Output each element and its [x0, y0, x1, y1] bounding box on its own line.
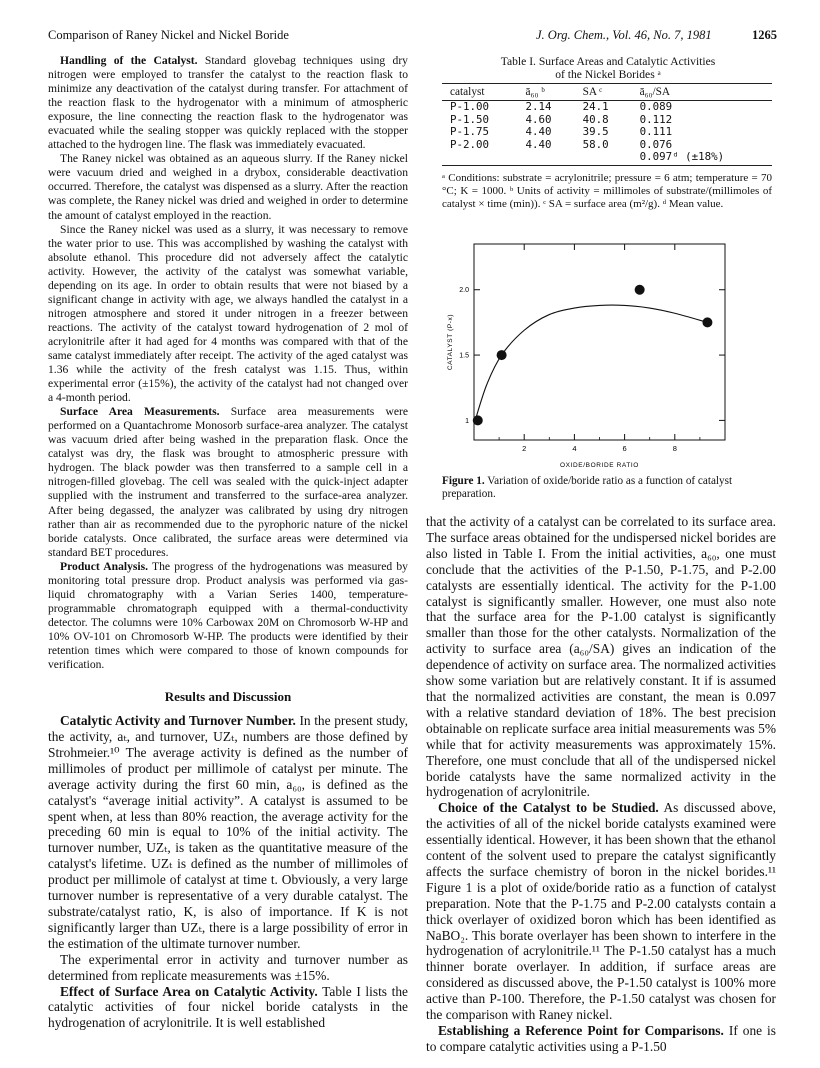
table-cell: 0.097ᵈ (±18%) — [632, 151, 772, 166]
table-header-cell: catalyst — [442, 84, 518, 101]
table-cell: 58.0 — [582, 137, 609, 151]
paragraph-washing: Since the Raney nickel was used as a slurry, it was necessary to remove the water prior to use. This was accomplished by washing the catalyst with absolute ethanol. This procedure did not adversely affect the catalytic activity. However, the activity of the catalyst was somewhat variable, depending on its age. In order to obtain results that were not biased by a significant change in activity with age, we always handled the catalyst in a nitrogen atmosphere and stored it under nitrogen in a freezer between reactions. The activity of the catalyst toward hydrogenation of 2 mol of acrylonitrile after it had aged for 4 months was compared with that of the same catalyst immediately after receipt. The activity of the aged catalyst was 1.36 while the activity of the fresh catalyst was 1.15. Thus, within experimental error (±15%), the activity of the catalyst had not changed over a 4-month period. — [48, 222, 408, 405]
table-cell: 39.5 — [582, 125, 609, 139]
right-column — [426, 514, 776, 1055]
subhead-activity-turnover: Catalytic Activity and Turnover Number. — [60, 713, 296, 729]
figure-caption — [442, 475, 772, 501]
x-tick-label: 8 — [672, 444, 677, 453]
table-cell: 4.40 — [525, 125, 552, 139]
paragraph-handling — [48, 54, 408, 152]
table-cell: 4.40 — [525, 137, 552, 151]
y-tick-label: 1 — [465, 417, 469, 425]
subhead-choice-catalyst: Choice of the Catalyst to be Studied. — [438, 800, 659, 816]
table-cell — [575, 151, 632, 166]
subhead-reference-point: Establishing a Reference Point for Comparisons. — [438, 1023, 724, 1038]
paragraph-text: Surface area measurements were performed on a Quantachrome Monosorb surface-area analyzer. The catalyst was vacuum dried after being washed in the preparation flask. Once the catalyst was dry, the flask was brought to atmospheric pressure with hydrogen. The black powder was then transferred to a sample cell in a nitrogen-filled glovebag. The cell was sealed with the quick-inject adapter supplied with the instrument and transferred to the surface-area analyzer. After being degassed, the analyzer was calibrated by using dry nitrogen rather than air as recommended due to the pyrophoric nature of the nickel boride catalysts. Once calibrated, the surface areas were determined via standard BET procedures. — [48, 405, 408, 559]
chart-fit-curve-group — [474, 305, 707, 424]
section-title: Results and Discussion — [164, 689, 292, 705]
table-header-cell: ā₆₀ ᵇ — [518, 84, 575, 101]
table-cell: P-1.00 — [450, 100, 490, 114]
paragraph-reference-point — [426, 1023, 776, 1055]
chart-x-axis-label: OXIDE/BORIDE RATIO — [560, 462, 639, 469]
table-cell — [518, 151, 575, 166]
table-cell — [442, 151, 518, 166]
figure-1-chart — [440, 240, 780, 470]
chart-y-axis-label: CATALYST (P-x) — [447, 313, 454, 371]
paragraph-raney-slurry: The Raney nickel was obtained as an aqueous slurry. If the Raney nickel were vacuum dried and weighed in a drybox, considerable deactivation occurred. Therefore, the catalyst was dispensed as a slurry. After the reaction was complete, the Raney nickel was dried and weighed in order to determine the amount of catalyst employed in the reaction. — [48, 152, 408, 222]
paragraph-activity-turnover — [48, 713, 408, 952]
table-footnote: ᵃ Conditions: substrate = acrylonitrile; pressure = 6 atm; temperature = 70 °C; K = 1000. ᵇ Units of activity = millimoles of substrate/(millimoles of catalyst × time (min)). ᶜ SA = surface area (m²/g). ᵈ Mean value. — [442, 172, 772, 211]
paragraph-product-analysis — [48, 560, 408, 672]
paragraph-choice-catalyst — [426, 800, 776, 1023]
subhead-effect-surface-area: Effect of Surface Area on Catalytic Activity. — [60, 983, 318, 999]
x-tick-label: 6 — [622, 444, 627, 453]
figure-caption-text: Variation of oxide/boride ratio as a function of catalyst preparation. — [442, 475, 733, 500]
table-cell: 4.60 — [525, 112, 552, 126]
journal-citation: J. Org. Chem., Vol. 46, No. 7, 1981 — [536, 28, 712, 42]
table-title-line: of the Nickel Borides ᵃ — [555, 68, 661, 81]
table-cell: 0.076 — [639, 137, 673, 151]
subhead-handling: Handling of the Catalyst. — [60, 54, 198, 67]
table-header-cell: SA ᶜ — [575, 84, 632, 101]
data-point — [473, 415, 483, 425]
table-cell: 0.111 — [639, 125, 673, 139]
table-row-mean — [442, 151, 772, 166]
table-cell: 0.089 — [639, 100, 673, 114]
table-title-line: Table I. Surface Areas and Catalytic Activities — [500, 55, 716, 68]
table-header-row — [442, 84, 772, 101]
paragraph-text: As discussed above, the activities of all of the nickel boride catalysts examined were essentially identical. However, it has been shown that the ethanol content of the solvent used to prepare the catalyst significantly affects the surface chemistry of boron in the nickel borides.¹¹ Figure 1 is a plot of oxide/boride ratio as a function of catalyst preparation. Note that the P-1.75 and P-2.00 catalysts contain a thick overlayer of oxidized boron which has been identified as NaBO₂. This borate overlayer has been shown to interfere in the hydrogenation of acrylonitrile.¹¹ The P-1.50 catalyst has a much thinner borate overlayer. In addition, if surface areas are considered as discussed above, the P-1.50 catalyst is 100% more active than P-100. Therefore, the P-1.50 catalyst was chosen for the comparison with Raney nickel. — [426, 800, 776, 1023]
paragraph-text: The progress of the hydrogenations was measured by monitoring total pressure drop. Product analysis was performed via gas-liquid chromatography with a Varian Series 1400, temperature-programmable chromatograph equipped with a thermal-conductivity detector. The columns were 10% Carbowax 20M on Chromosorb W-HP and 10% OV-101 on Chromosorb W-HP. The products were identified by their retention times which were compared to those of known compounds for verification. — [48, 559, 408, 672]
paragraph-effect-surface-area — [48, 984, 408, 1032]
subhead-surface-area: Surface Area Measurements. — [60, 405, 220, 419]
table-cell: P-1.75 — [450, 125, 490, 139]
table-cell: 2.14 — [525, 100, 552, 114]
table-cell: 0.112 — [639, 112, 673, 126]
subhead-product-analysis: Product Analysis. — [60, 559, 149, 573]
chart-ticks — [459, 244, 725, 453]
data-point — [497, 350, 507, 360]
x-tick-label: 2 — [522, 444, 527, 453]
table-cell: P-1.50 — [450, 112, 490, 126]
page-number: 1265 — [752, 28, 777, 42]
left-column — [48, 54, 408, 1031]
paragraph-text: Table I lists the catalytic activities of four nickel boride catalysts in the hydrogenation of acrylonitrile. It is well established — [48, 983, 409, 1031]
data-point — [702, 317, 712, 327]
table-row — [442, 101, 772, 114]
table-header-cell: ā₆₀/SA — [632, 84, 772, 101]
paragraph-experimental-error: The experimental error in activity and turnover number as determined from replicate measurements was ±15%. — [48, 951, 408, 983]
table-row — [442, 126, 772, 138]
y-tick-label: 1.5 — [459, 352, 469, 360]
paragraph-text: If one is to compare catalytic activities using a P-1.50 — [426, 1023, 776, 1054]
table-title — [458, 55, 758, 81]
table-cell: 24.1 — [582, 100, 609, 114]
paragraph-continued: that the activity of a catalyst can be correlated to its surface area. The surface areas obtained for the undispersed nickel borides are also listed in Table I. From the initial activities, a₆₀, one must conclude that the activities of the P-1.50, P-1.75, and P-2.00 catalysts are essentially identical. The activity for the P-1.00 catalyst is significantly smaller. However, one must also note that the surface area for the P-1.00 catalyst is significantly smaller than those for the other catalysts. Normalization of the activity to surface area (a₆₀/SA) gives an indication of the dependence of activity on surface area. The normalized activities show some variation but are relatively constant. It if is assumed that the normalized activities are constant, the mean is 0.097 with a relative standard deviation of 18%. The best precision obtainable on replicate surface area initial measurements was 5% while that for activity measurements was approximately 15%. Therefore, one must conclude that all of the undispersed nickel boride catalysts have the same normalized activity in the hydrogenation of acrylonitrile. — [426, 514, 776, 800]
results-body — [48, 713, 408, 1031]
paragraph-surface-area — [48, 405, 408, 560]
chart-fit-curve — [474, 305, 707, 424]
y-tick-label: 2.0 — [459, 287, 469, 295]
paragraph-text: In the present study, the activity, aₜ, and turnover, UZₜ, numbers are those defined by Strohmeier.¹⁰ The average activity is defined as the number of millimoles of product per millimole of catalyst per minute. The average activity during the first 60 min, a₆₀, is defined as the catalyst's “average initial activity”. A catalyst is assumed to be spent when, at less than 80% reaction, the average activity for the preceding 60 min is equal to 10% of the initial activity. The turnover number, UZₜ, is taken as the quantitative measure of the catalyst's lifetime. UZₜ is defined as the number of millimoles of product per millimole of catalyst at time t. Obviously, a very large turnover number is representative of a very durable catalyst. The substrate/catalyst ratio, K, is also of importance. If K is not significantly larger than UZₜ, there is a large possibility of error in the estimation of the ultimate turnover number. — [48, 713, 408, 951]
figure-caption-label: Figure 1. — [442, 475, 485, 487]
table-cell: 40.8 — [582, 112, 609, 126]
data-table — [442, 83, 772, 166]
table-cell: P-2.00 — [450, 137, 490, 151]
running-title: Comparison of Raney Nickel and Nickel Boride — [48, 28, 289, 42]
data-point — [635, 285, 645, 295]
x-tick-label: 4 — [572, 444, 577, 453]
paragraph-text: Standard glovebag techniques using dry nitrogen were employed to transfer the catalyst to the reaction flask to minimize any deactivation of the catalyst during transfer. For attachment of the reaction flask to the hydrogenator with a minimum of atmospheric exposure, the line connecting the reaction flask to the hydrogenator was evacuated while the sealing stopper was quickly replaced with the stopper attached to the hydrogen line. The flask was immediately evacuated. — [48, 54, 408, 152]
